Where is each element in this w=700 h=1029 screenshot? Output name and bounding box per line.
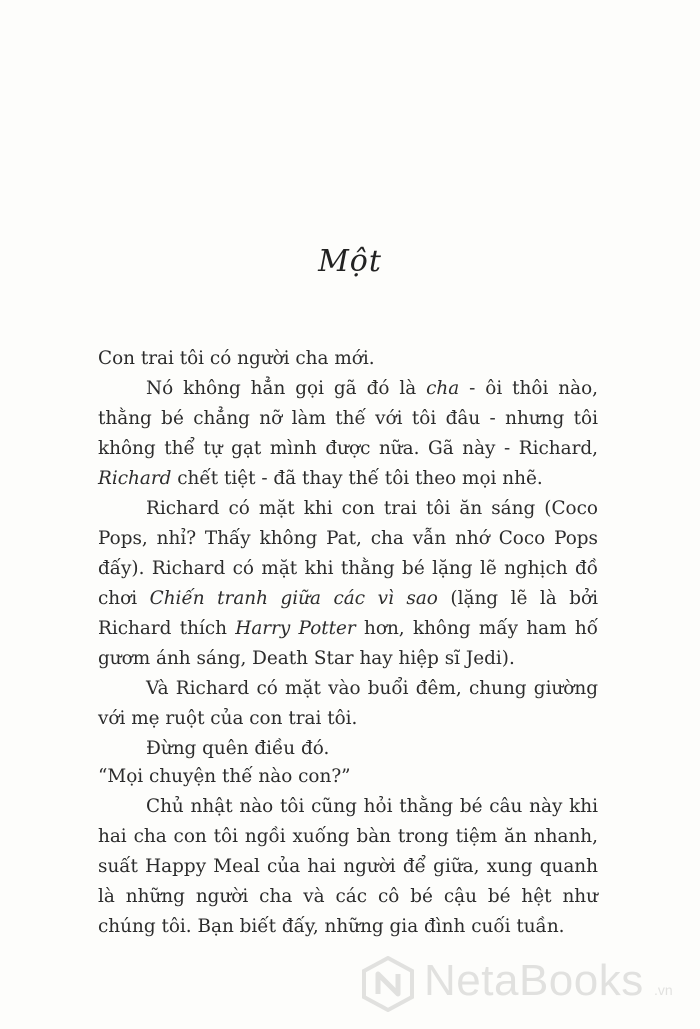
paragraph bbox=[98, 344, 598, 374]
chapter-title: Một bbox=[318, 244, 382, 279]
paragraph bbox=[98, 734, 598, 764]
italic-text: Harry Potter bbox=[235, 618, 356, 639]
watermark-brand: NetaBooks bbox=[424, 956, 644, 1005]
italic-text: Chiến tranh giữa các vì sao bbox=[149, 588, 438, 609]
paragraph-text: “Mọi chuyện thế nào con?” bbox=[98, 766, 351, 787]
italic-text: cha bbox=[426, 378, 460, 399]
paragraph-text: Chủ nhật nào tôi cũng hỏi thằng bé câu này khi hai cha con tôi ngồi xuống bàn trong tiệm ăn nhanh, suất Happy Meal của hai người để giữa, xung quanh là những người cha và các cô bé cậu bé hệt như chúng tôi. Bạn biết đấy, những gia đình cuối tuần. bbox=[98, 796, 598, 937]
watermark-tld: .vn bbox=[654, 982, 673, 998]
paragraph bbox=[98, 762, 598, 792]
paragraph-text: chết tiệt - đã thay thế tôi theo mọi nhẽ. bbox=[171, 468, 543, 489]
paragraph-text: Con trai tôi có người cha mới. bbox=[98, 348, 375, 369]
paragraph-text: Và Richard có mặt vào buổi đêm, chung giường với mẹ ruột của con trai tôi. bbox=[98, 678, 598, 729]
paragraph-text: - ôi thôi nào, thằng bé chẳng nỡ làm thế với tôi đâu - nhưng tôi không thể tự gạt mình được nữa. Gã này - Richard, bbox=[98, 378, 598, 459]
paragraph bbox=[98, 792, 598, 942]
paragraph-text: Richard có mặt khi con trai tôi ăn sáng (Coco Pops, nhỉ? Thấy không Pat, cha vẫn nhớ Coco Pops đấy). Richard có mặt khi thằng bé lặng lẽ nghịch đồ chơi bbox=[98, 498, 598, 609]
text-block-1 bbox=[98, 344, 598, 764]
paragraph bbox=[98, 374, 598, 494]
paragraph bbox=[98, 494, 598, 674]
netabooks-logo-icon bbox=[360, 956, 416, 1012]
text-block-2 bbox=[98, 762, 598, 942]
paragraph-text: Đừng quên điều đó. bbox=[146, 738, 330, 759]
italic-text: Richard bbox=[98, 468, 172, 489]
paragraph-text: hơn, không mấy ham hố gươm ánh sáng, Death Star hay hiệp sĩ Jedi). bbox=[98, 618, 598, 669]
watermark bbox=[360, 952, 700, 1022]
paragraph-text: Nó không hẳn gọi gã đó là bbox=[146, 378, 427, 399]
paragraph bbox=[98, 674, 598, 734]
paragraph-text: (lặng lẽ là bởi Richard thích bbox=[98, 588, 599, 639]
